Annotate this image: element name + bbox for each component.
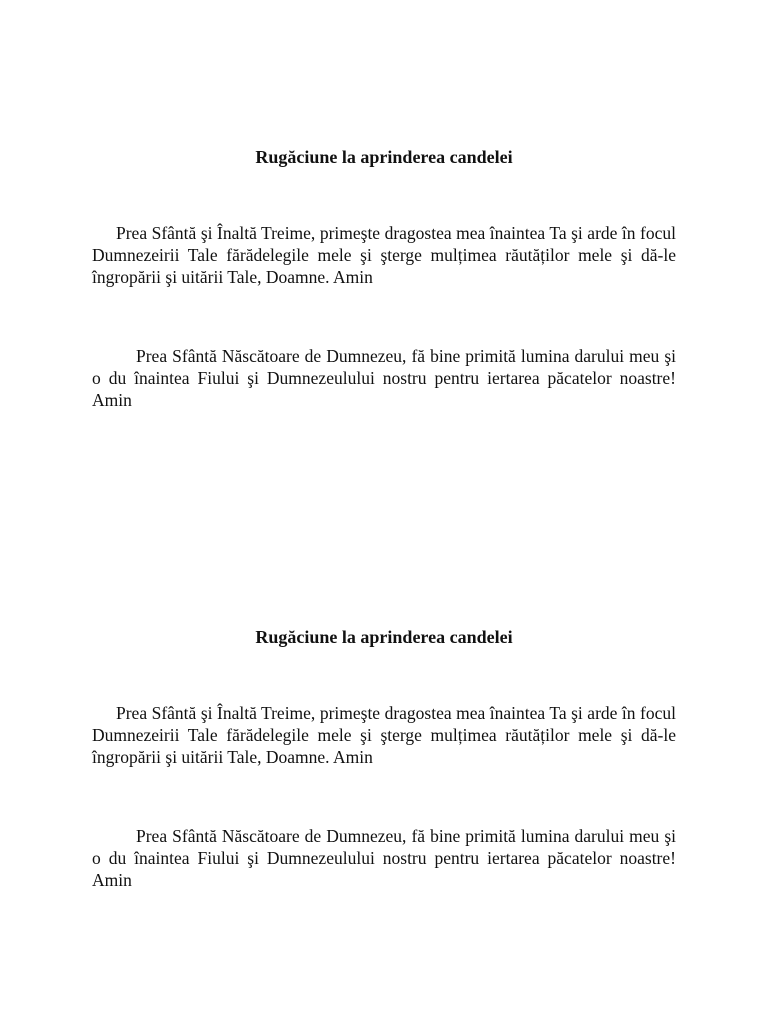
prayer-section-1 — [92, 146, 676, 411]
prayer-title: Rugăciune la aprinderea candelei — [255, 147, 513, 167]
prayer-paragraph-theotokos: Prea Sfântă Născătoare de Dumnezeu, fă bine primită lumina darului meu şi o du înaintea Fiului şi Dumnezeulului nostru pentru iertarea păcatelor noastre! Amin — [92, 346, 676, 410]
prayer-title: Rugăciune la aprinderea candelei — [255, 627, 513, 647]
prayer-paragraph-trinity: Prea Sfântă şi Înaltă Treime, primeşte dragostea mea înaintea Ta şi arde în focul Dumnezeirii Tale fărădelegile mele şi şterge mulțimea răutăților mele şi dă-le îngropării şi uitării Tale, Doamne. Amin — [92, 703, 676, 767]
prayer-paragraph-theotokos: Prea Sfântă Născătoare de Dumnezeu, fă bine primită lumina darului meu şi o du înaintea Fiului şi Dumnezeulului nostru pentru iertarea păcatelor noastre! Amin — [92, 826, 676, 890]
prayer-paragraph-trinity: Prea Sfântă şi Înaltă Treime, primeşte dragostea mea înaintea Ta şi arde în focul Dumnezeirii Tale fărădelegile mele şi şterge mulțimea răutăților mele şi dă-le îngropării şi uitării Tale, Doamne. Amin — [92, 223, 676, 287]
prayer-section-2 — [92, 626, 676, 891]
